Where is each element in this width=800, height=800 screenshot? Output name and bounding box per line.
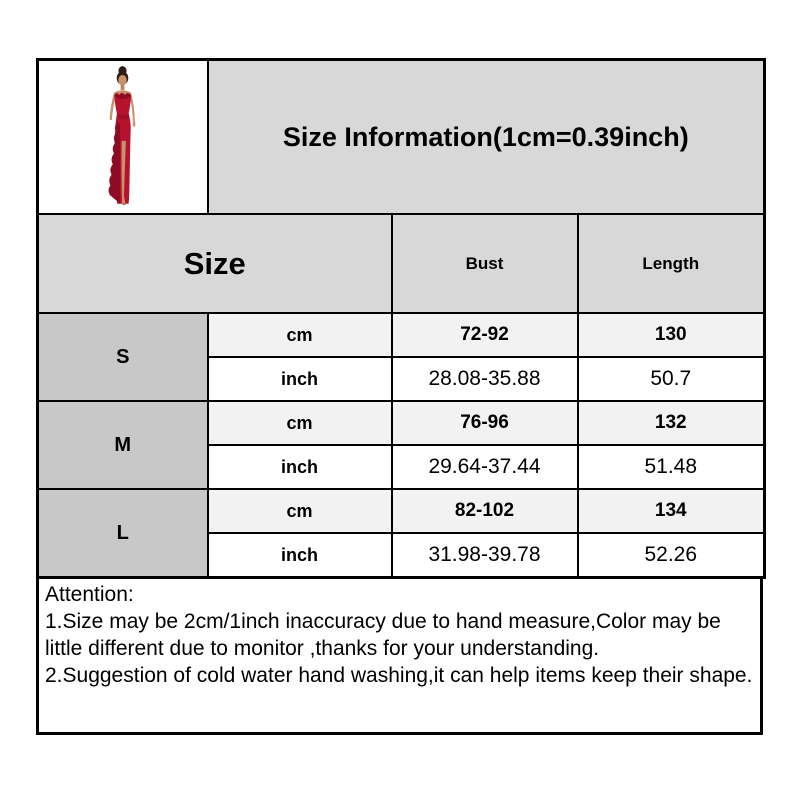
row-s-cm [38, 313, 765, 357]
bust-inch-s: 28.08-35.88 [392, 357, 578, 401]
bust-inch-l: 31.98-39.78 [392, 533, 578, 578]
product-photo-cell [38, 60, 208, 215]
model-face [118, 75, 127, 85]
column-header-length: Length [578, 214, 765, 313]
size-sheet [36, 58, 763, 735]
attention-line-1: 1.Size may be 2cm/1inch inaccuracy due to hand measure,Color may be little different due to monitor ,thanks for your understanding. [45, 610, 721, 660]
model-bracelet [110, 114, 113, 115]
column-header-bust: Bust [392, 214, 578, 313]
size-table [36, 58, 766, 579]
length-cm-l: 134 [578, 489, 765, 533]
length-cm-m: 132 [578, 401, 765, 445]
attention-note-box [36, 579, 763, 735]
size-label-m: M [38, 401, 208, 489]
unit-label-cm-s: cm [208, 313, 392, 357]
bust-cm-l: 82-102 [392, 489, 578, 533]
bust-cm-m: 76-96 [392, 401, 578, 445]
length-inch-l: 52.26 [578, 533, 765, 578]
unit-label-inch-s: inch [208, 357, 392, 401]
size-label-l: L [38, 489, 208, 578]
unit-label-inch-m: inch [208, 445, 392, 489]
red-dress-model-image [94, 65, 152, 211]
model-heel-shoe [122, 203, 125, 205]
unit-label-cm-m: cm [208, 401, 392, 445]
bust-cm-s: 72-92 [392, 313, 578, 357]
model-neck [120, 84, 124, 90]
length-cm-s: 130 [578, 313, 765, 357]
size-information-title: Size Information(1cm=0.39inch) [208, 60, 765, 215]
attention-heading: Attention: [45, 583, 134, 606]
row-l-cm [38, 489, 765, 533]
size-label-s: S [38, 313, 208, 401]
column-header-size: Size [38, 214, 392, 313]
length-inch-s: 50.7 [578, 357, 765, 401]
dress-side-ruffles [108, 122, 120, 204]
table-header-row [38, 214, 765, 313]
attention-line-2: 2.Suggestion of cold water hand washing,it can help items keep their shape. [45, 664, 753, 687]
banner-row [38, 60, 765, 215]
bust-inch-m: 29.64-37.44 [392, 445, 578, 489]
unit-label-inch-l: inch [208, 533, 392, 578]
unit-label-cm-l: cm [208, 489, 392, 533]
length-inch-m: 51.48 [578, 445, 765, 489]
row-m-cm [38, 401, 765, 445]
